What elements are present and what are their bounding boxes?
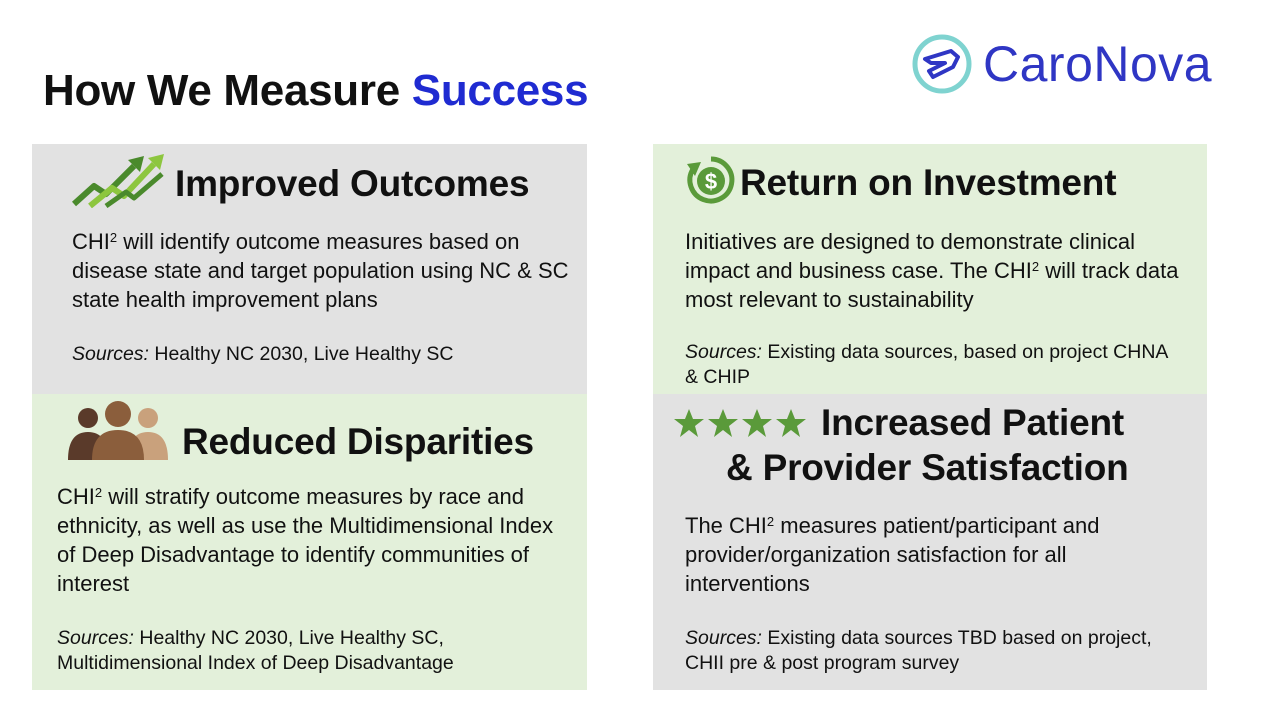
satisfaction-heading-line2: & Provider Satisfaction [726, 447, 1129, 488]
reduced-disparities-body [57, 482, 567, 598]
improved-outcomes-sources [72, 342, 572, 367]
return-on-investment-panel [653, 144, 1207, 394]
body-post: will track data most relevant to sustainability [685, 258, 1179, 312]
caronova-logo-mark-icon [911, 33, 973, 95]
satisfaction-body [685, 511, 1175, 598]
return-on-investment-heading: Return on Investment [740, 162, 1117, 203]
logo-text: CaroNova [983, 36, 1213, 92]
body-post: measures patient/participant and provider/organization satisfaction for all interventions [685, 513, 1100, 596]
reduced-disparities-sources [57, 626, 537, 676]
improved-outcomes-heading: Improved Outcomes [175, 163, 530, 204]
reduced-disparities-panel [32, 394, 587, 690]
title-prefix: How We Measure [43, 66, 412, 115]
sources-text: Existing data sources, based on project CHNA & CHIP [685, 341, 1168, 388]
sources-text: Existing data sources TBD based on project, CHII pre & post program survey [685, 627, 1152, 674]
sources-label: Sources: [57, 627, 134, 649]
body-sup: 2 [109, 230, 118, 245]
body-pre: CHI [57, 484, 95, 509]
body-pre: Initiatives are designed to demonstrate clinical impact and business case. The CHI [685, 229, 1136, 283]
body-post: will stratify outcome measures by race and ethnicity, as well as use the Multidimensional Index of Deep Disadvantage to identify communities of interest [57, 484, 554, 596]
reduced-disparities-heading: Reduced Disparities [182, 421, 534, 462]
title-accent: Success [411, 66, 589, 115]
page-title [43, 66, 588, 116]
sources-label: Sources: [685, 341, 762, 363]
satisfaction-panel [653, 394, 1207, 690]
people-group-icon [64, 400, 172, 460]
body-post: will identify outcome measures based on disease state and target population using NC & SC state health improvement plans [72, 229, 569, 312]
body-sup: 2 [1031, 259, 1040, 274]
sources-text: Healthy NC 2030, Live Healthy SC, Multidimensional Index of Deep Disadvantage [57, 627, 454, 674]
return-on-investment-sources [685, 340, 1175, 390]
dollar-cycle-icon [685, 154, 737, 206]
trend-up-arrows-icon [72, 152, 168, 208]
improved-outcomes-panel [32, 144, 587, 394]
sources-label: Sources: [685, 627, 762, 649]
body-pre: CHI [72, 229, 110, 254]
return-on-investment-body [685, 227, 1195, 314]
sources-text: Healthy NC 2030, Live Healthy SC [148, 343, 454, 365]
satisfaction-sources [685, 626, 1165, 676]
body-pre: The CHI [685, 513, 767, 538]
body-sup: 2 [94, 485, 103, 500]
caronova-logo [911, 32, 1212, 96]
body-sup: 2 [766, 514, 775, 529]
satisfaction-heading-line1: Increased Patient [821, 402, 1125, 443]
sources-label: Sources: [72, 343, 149, 365]
svg-text:$: $ [704, 169, 718, 194]
improved-outcomes-body [72, 227, 572, 314]
four-stars-icon [673, 408, 809, 440]
